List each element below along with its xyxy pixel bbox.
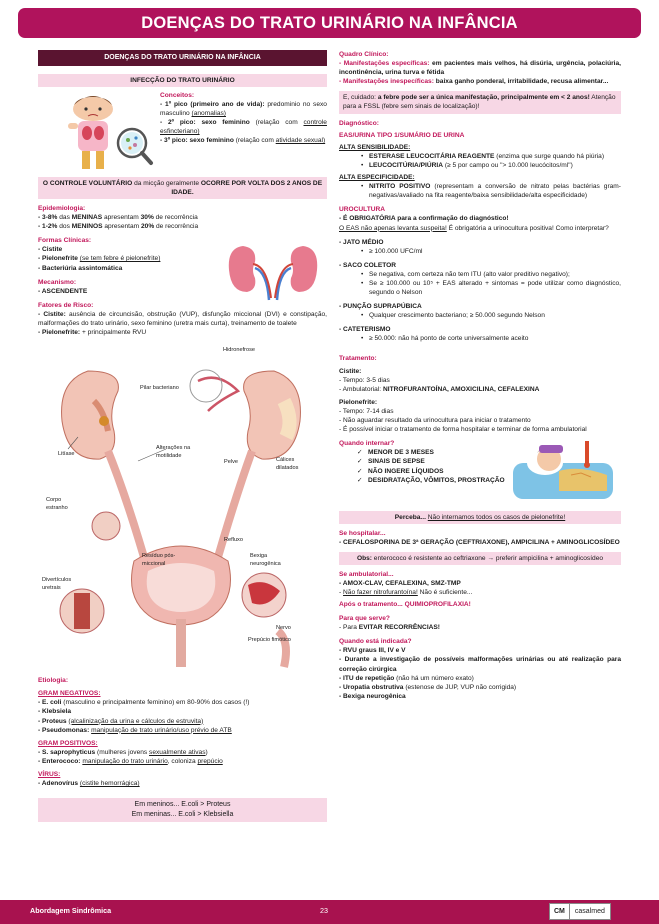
label-alteracoes: Alterações na motilidade (156, 445, 191, 459)
quadro-clinico: Quadro Clínico: - Manifestações específicas: em pacientes mais velhos, há disúria, urgência, polaciúria, incontinência, urina turva e fétida - Manifestações inespecíficas: baixa ganho ponderal, irritabilidade, recusa alimentar... (339, 51, 621, 86)
label-residuo: Resíduo pós-miccional (142, 553, 176, 567)
conceitos-block (38, 91, 327, 173)
urocultura: UROCULTURA - É OBRIGATÓRIA para a confirmação do diagnóstico! O EAS não apenas levanta suspeita! É obrigatória a urinocultura positiva! Como interpretar? - JATO MÉDIO • ≥ 100.000 UFC/ml - SACO COLETOR • Se negativa, com certeza não tem ITU (alto valor preditivo negativo); • Se ≥ 100.000 ou 10⁵ + EAS alterado + sintomas = pode utilizar como diagnóstico, segundo o Nelson - PUNÇÃO SUPRAPÚBICA • Qualquer crescimento bacteriano; ≥ 50.000 segundo Nelson - CATETERISMO • ≥ 50.000: não há ponto de corte universalmente aceito (339, 205, 621, 343)
label-diverticulos: Divertículos uretrais (42, 577, 72, 591)
left-column (38, 50, 327, 822)
right-column (339, 50, 621, 701)
label-calices: Cálices dilatados (276, 457, 299, 471)
mecanismo: Mecanismo: - ASCENDENTE (38, 278, 88, 295)
quando-internar: Quando internar? ✓ MENOR DE 3 MESES ✓ SINAIS DE SEPSE ✓ NÃO INGERE LÍQUIDOS ✓ DESIDRATAÇÃO, VÔMITOS, PROSTRAÇÃO (339, 439, 621, 507)
label-refluxo: Refluxo (224, 537, 243, 544)
etiologia: Etiologia: GRAM NEGATIVOS: - E. coli (masculino e principalmente feminino) em 80-90% dos casos (!) - Klebsiela - Proteus (alcalinização da urina e cálculos de estruvita) - Pseudomonas: manipulação de trato urinário/uso prévio de ATB GRAM POSITIVOS: - S. saprophyticus (mulheres jovens sexualmente ativas) - Enterococo: manipulação do trato urinário, coloniza prepúcio VÍRUS: - Adenovírus (cistite hemorrágica) (38, 677, 250, 788)
label-litiase: Litíase (58, 451, 75, 458)
meninos-callout: Em meninos... E.coli > Proteus Em meninas... E.coli > Klebsiella (38, 798, 327, 821)
logo-name: casalmed (574, 907, 605, 915)
para-que-serve: Para que serve? - Para EVITAR RECORRÊNCIAS! (339, 615, 441, 632)
label-prepucio: Prepúcio fimótico (248, 637, 291, 644)
obs-callout: Obs: enterococo é resistente ao ceftriaxone → preferir ampicilina + aminoglicosídeo (339, 552, 621, 565)
conceitos-p1: - 1º pico (primeiro ano de vida): predominio no sexo masculino (anomalias) (160, 100, 327, 117)
se-ambulatorial: Se ambulatorial... - AMOX-CLAV, CEFALEXINA, SMZ-TMP - Não fazer nitrofurantoína! Não é suficiente... Após o tratamento... QUIMIOPROFILAXIA! (339, 570, 473, 608)
sick-child-illustration (509, 435, 619, 508)
page-title: DOENÇAS DO TRATO URINÁRIO NA INFÂNCIA (18, 8, 641, 38)
epidemiologia: Epidemiologia: - 3-8% das MENINAS apresentam 30% de recorrência - 1-2% dos MENINOS apresentam 20% de recorrência (38, 204, 199, 231)
formas-mecanismo-block (38, 236, 327, 296)
subsection-title: INFECÇÃO DO TRATO URINÁRIO (38, 74, 327, 87)
tratamento: Tratamento: Cistite: - Tempo: 3-5 dias - Ambulatorial: NITROFURANTOÍNA, AMOXICILINA, CEFALEXINA Pielonefrite: - Tempo: 7-14 dias - Não aguardar resultado da urinocultura para iniciar o tratamento - É possível iniciar o tratamento de forma hospitalar e terminar de forma ambulatorial (339, 354, 587, 434)
conceitos-p3: - 3º pico: sexo feminino (relação com atividade sexual) (160, 137, 326, 145)
label-pilar: Pilar bacteriano (140, 385, 179, 392)
internar-list: ✓ MENOR DE 3 MESES ✓ SINAIS DE SEPSE ✓ NÃO INGERE LÍQUIDOS ✓ DESIDRATAÇÃO, VÔMITOS, PROSTRAÇÃO (357, 448, 507, 484)
cuidado-callout: E, cuidado: a febre pode ser a única manifestação, principalmente em < 2 anos! Atenção para a FSSL (febre sem sinais de localização)! (339, 91, 621, 113)
logo-cm: CM (550, 904, 570, 919)
formas-clinicas: Formas Clínicas: - Cistite - Pielonefrite (se tem febre é pielonefrite) - Bacteriúria assintomática (38, 237, 161, 272)
label-hidronefrose: Hidronefrose (223, 347, 256, 354)
kidneys-illustration (223, 238, 323, 307)
fatores-de-risco: Fatores de Risco: - Cistite: ausência de circuncisão, obstrução (VUP), disfunção miccional (DVI) e constipação, malformações do trato urinário, sexo feminino (uretra mais curta), treinamento de toalete - Pielonefrite: + principalmente RVU (38, 301, 327, 337)
section-title: DOENÇAS DO TRATO URINÁRIO NA INFÂNCIA (38, 50, 327, 66)
label-pelve: Pelve (224, 459, 238, 466)
footer-section-title: Abordagem Sindrômica (30, 906, 112, 915)
footer (0, 900, 659, 924)
label-corpo: Corpo estranho (46, 497, 68, 511)
label-nervo: Nervo (276, 625, 291, 632)
page-number: 23 (320, 906, 328, 915)
child-kidney-illustration (38, 91, 156, 173)
quando-indicada: Quando está indicada? - RVU graus III, IV e V - Durante a investigação de possíveis malformações urinárias ou até realização para correção cirúrgica - ITU de repetição (não há um número exato) - Uropatia obstrutiva (estenose de JUP, VUP não corrigida) - Bexiga neurogênica (339, 638, 621, 700)
conceitos-p2: - 2º pico: sexo feminino (relação com controle esfincteriano) (160, 119, 327, 136)
conceitos-text (160, 91, 327, 173)
sensibilidade-list: • ESTERASE LEUCOCITÁRIA REAGENTE (enzima que surge quando há piúria) • LEUCOCITÚRIA/PIÚRIA (≥ 5 por campo ou "> 10.000 leucócitos/ml") (361, 152, 621, 170)
diagnostico: Diagnóstico: EAS/URINA TIPO 1/SUMÁRIO DE URINA ALTA SENSIBILIDADE: • ESTERASE LEUCOCITÁRIA REAGENTE (enzima que surge quando há piúria) • LEUCOCITÚRIA/PIÚRIA (≥ 5 por campo ou "> 10.000 leucócitos/ml") ALTA ESPECIFICIDADE: • NITRITO POSITIVO (representam a conversão de nitrato pelas bactérias gram-negativas/avaliado na fita reagente/baixa sensibilidade/alta especificidade) (339, 119, 621, 201)
label-bexiga: Bexiga neurogênica (250, 553, 281, 567)
casalmed-logo (549, 903, 611, 920)
se-hospitalar: Se hospitalar... - CEFALOSPORINA DE 3ª GERAÇÃO (CEFTRIAXONE), AMPICILINA + AMINOGLICOSÍDEO (339, 530, 620, 547)
perceba-callout: Perceba... Não internamos todos os casos de pielonefrite! (339, 511, 621, 524)
controle-callout: O CONTROLE VOLUNTÁRIO da micção geralmente OCORRE POR VOLTA DOS 2 ANOS DE IDADE. (38, 177, 327, 199)
conceitos-heading: Conceitos: (160, 91, 195, 99)
especificidade-list: • NITRITO POSITIVO (representam a conversão de nitrato pelas bactérias gram-negativas/avaliado na fita reagente/baixa sensibilidade/alta especificidade) (361, 182, 621, 200)
urinary-tract-figure (38, 341, 327, 671)
